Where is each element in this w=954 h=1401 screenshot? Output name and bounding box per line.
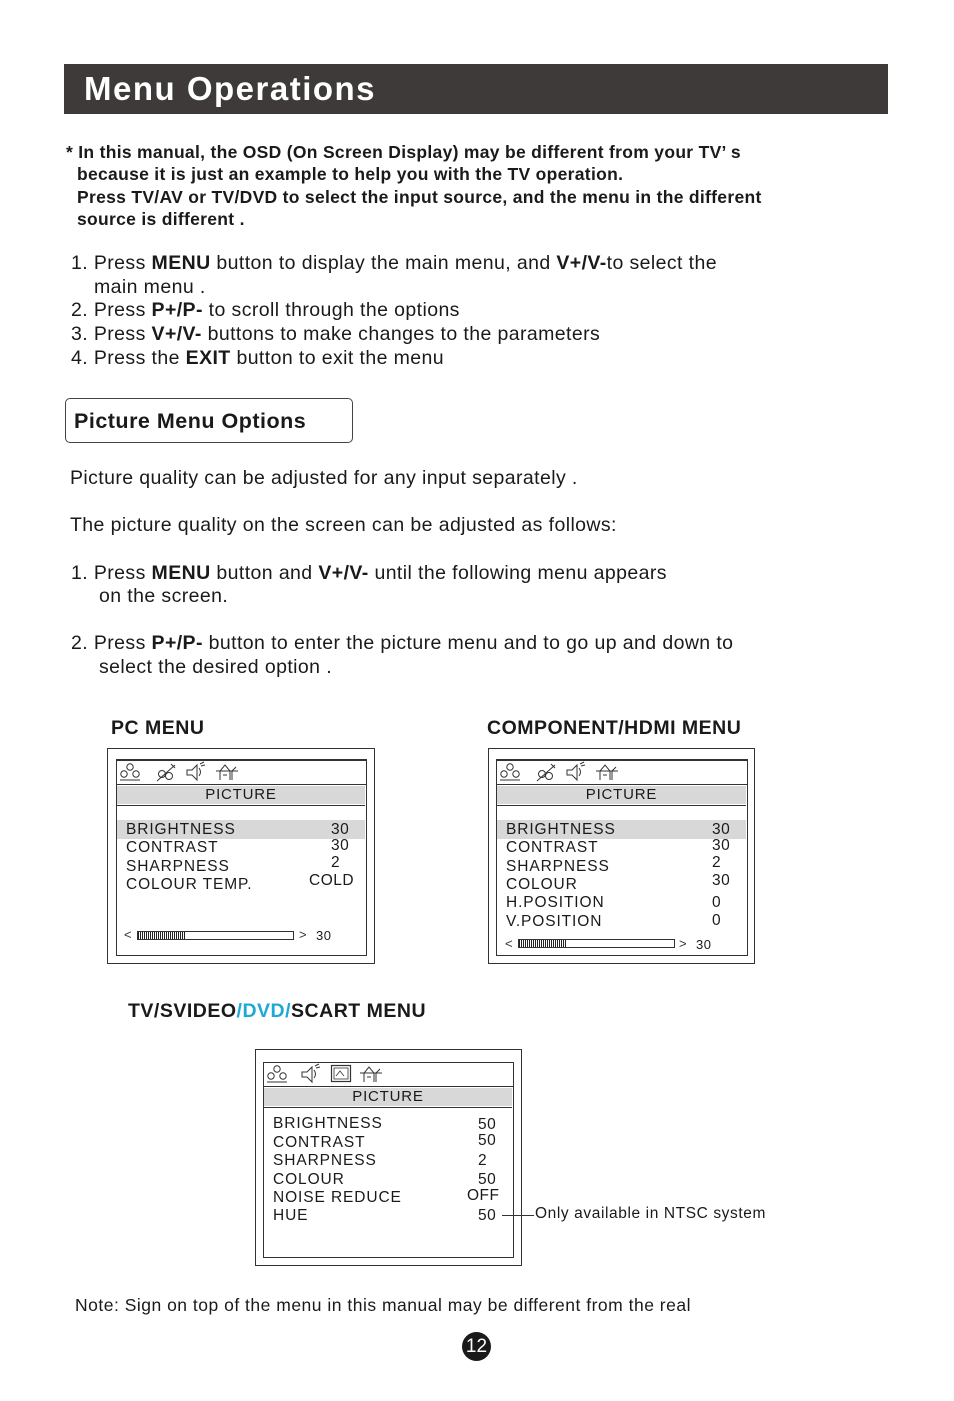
- component-menu-value-h-position: 0: [712, 894, 722, 911]
- tv-menu-item-hue[interactable]: HUE: [273, 1207, 309, 1224]
- tv-menu-heading-part1: TV/SVIDEO: [128, 1000, 237, 1022]
- setup-icon: [214, 762, 240, 782]
- component-menu-value-sharpness: 2: [712, 854, 722, 871]
- body-step-2: [71, 632, 733, 655]
- component-menu-value-brightness: 30: [712, 821, 731, 838]
- step-1: [71, 252, 717, 275]
- audio-icon: [535, 762, 557, 782]
- component-menu-item-brightness[interactable]: BRIGHTNESS: [506, 821, 616, 838]
- key-menu: MENU: [151, 562, 211, 584]
- notice-line-3: Press TV/AV or TV/DVD to select the input source, and the menu in the different: [77, 187, 762, 207]
- section-title: Picture Menu Options: [74, 409, 307, 433]
- slider-left-arrow[interactable]: <: [505, 936, 513, 951]
- picture-icon: [118, 762, 142, 782]
- tv-menu-item-sharpness[interactable]: SHARPNESS: [273, 1152, 377, 1169]
- notice-line-2: because it is just an example to help you with the TV operation.: [77, 164, 624, 184]
- pc-menu-value-sharpness: 2: [331, 854, 341, 871]
- speaker-icon: [564, 761, 586, 782]
- tv-menu-value-brightness: 50: [478, 1116, 497, 1133]
- step-3: [71, 323, 600, 346]
- component-menu-value-colour: 30: [712, 872, 731, 889]
- ntsc-leader-line: [502, 1215, 534, 1216]
- tv-menu-item-colour[interactable]: COLOUR: [273, 1171, 345, 1188]
- body-step-1-mid: button and: [210, 562, 319, 584]
- body-paragraph-2: The picture quality on the screen can be adjusted as follows:: [70, 514, 617, 536]
- tv-menu-value-noise-reduce: OFF: [467, 1187, 500, 1204]
- pc-menu-value-colour-temp: COLD: [309, 872, 355, 889]
- tv-menu-divider: [264, 1107, 512, 1108]
- picture-icon: [498, 762, 522, 782]
- tv-menu-heading-part3: SCART MENU: [291, 1000, 427, 1022]
- step-2-num: 2. Press: [71, 299, 152, 321]
- pc-menu-item-brightness[interactable]: BRIGHTNESS: [126, 821, 236, 838]
- key-program: P+/P-: [151, 632, 203, 654]
- pc-menu-item-sharpness[interactable]: SHARPNESS: [126, 858, 230, 875]
- component-menu-slider-fill: [519, 940, 566, 947]
- step-1-cont: main menu .: [94, 276, 206, 298]
- pc-menu-slider-value: 30: [316, 928, 332, 943]
- setup-icon: [594, 762, 620, 782]
- notice-line-1: * In this manual, the OSD (On Screen Display) may be different from your TV’ s: [66, 142, 741, 162]
- tv-menu-item-noise-reduce[interactable]: NOISE REDUCE: [273, 1189, 402, 1206]
- component-menu-value-v-position: 0: [712, 912, 722, 929]
- tv-screen-icon: [330, 1064, 352, 1084]
- page-title: Menu Operations: [84, 70, 377, 107]
- body-step-1-num: 1. Press: [71, 562, 152, 584]
- body-step-2-end: button to enter the picture menu and to go up and down to: [202, 632, 734, 654]
- slider-right-arrow[interactable]: >: [299, 927, 307, 942]
- picture-icon: [265, 1064, 289, 1084]
- pc-menu-slider-fill: [138, 932, 185, 939]
- body-step-2-num: 2. Press: [71, 632, 152, 654]
- speaker-icon: [299, 1063, 321, 1084]
- step-4-end: button to exit the menu: [230, 347, 445, 369]
- component-menu-item-colour[interactable]: COLOUR: [506, 876, 578, 893]
- slider-right-arrow[interactable]: >: [679, 936, 687, 951]
- component-menu-slider[interactable]: [518, 939, 675, 948]
- ntsc-note: Only available in NTSC system: [535, 1205, 767, 1222]
- step-3-end: buttons to make changes to the parameters: [201, 323, 601, 345]
- pc-menu-value-brightness: 30: [331, 821, 350, 838]
- component-menu-heading: COMPONENT/HDMI MENU: [487, 717, 742, 739]
- pc-menu-picture-bar: PICTURE: [117, 786, 365, 804]
- body-step-1-cont: on the screen.: [99, 585, 229, 607]
- pc-menu-slider[interactable]: [137, 931, 294, 940]
- body-step-1-end: until the following menu appears: [368, 562, 667, 584]
- step-1-end: to select the: [606, 252, 717, 274]
- component-menu-slider-value: 30: [696, 937, 712, 952]
- step-2-end: to scroll through the options: [202, 299, 460, 321]
- step-2: [71, 299, 460, 322]
- component-menu-item-h-position[interactable]: H.POSITION: [506, 894, 605, 911]
- component-menu-divider: [497, 805, 746, 806]
- tv-menu-picture-bar: PICTURE: [264, 1088, 512, 1106]
- component-menu-item-v-position[interactable]: V.POSITION: [506, 913, 603, 930]
- body-step-2-cont: select the desired option .: [99, 656, 333, 678]
- audio-icon: [155, 762, 177, 782]
- page-number: 12: [462, 1332, 491, 1361]
- key-volume: V+/V-: [556, 252, 607, 274]
- speaker-icon: [184, 761, 206, 782]
- notice-line-4: source is different .: [77, 209, 245, 229]
- tv-menu-item-contrast[interactable]: CONTRAST: [273, 1134, 366, 1151]
- key-volume: V+/V-: [318, 562, 369, 584]
- tv-menu-value-contrast: 50: [478, 1132, 497, 1149]
- key-program: P+/P-: [151, 299, 203, 321]
- component-menu-item-sharpness[interactable]: SHARPNESS: [506, 858, 610, 875]
- component-menu-icon-bar: [496, 760, 748, 785]
- body-paragraph-1: Picture quality can be adjusted for any input separately .: [70, 467, 578, 489]
- component-menu-item-contrast[interactable]: CONTRAST: [506, 839, 599, 856]
- pc-menu-item-colour-temp[interactable]: COLOUR TEMP.: [126, 876, 253, 893]
- setup-icon: [358, 1064, 384, 1084]
- slider-left-arrow[interactable]: <: [124, 927, 132, 942]
- step-4-num: 4. Press the: [71, 347, 186, 369]
- pc-menu-item-contrast[interactable]: CONTRAST: [126, 839, 219, 856]
- tv-menu-heading-dvd: /DVD/: [236, 1000, 292, 1022]
- tv-menu-value-colour: 50: [478, 1171, 497, 1188]
- body-step-1: [71, 562, 667, 585]
- pc-menu-divider: [117, 805, 365, 806]
- step-1-mid: button to display the main menu, and: [210, 252, 557, 274]
- tv-menu-item-brightness[interactable]: BRIGHTNESS: [273, 1115, 383, 1132]
- tv-menu-value-sharpness: 2: [478, 1152, 488, 1169]
- footer-note: Note: Sign on top of the menu in this manual may be different from the real: [75, 1295, 691, 1315]
- pc-menu-value-contrast: 30: [331, 837, 350, 854]
- component-menu-value-contrast: 30: [712, 837, 731, 854]
- step-4: [71, 347, 444, 370]
- key-volume: V+/V-: [151, 323, 202, 345]
- tv-menu-heading: [128, 1000, 426, 1023]
- tv-menu-value-hue: 50: [478, 1207, 497, 1224]
- component-menu-picture-bar: PICTURE: [497, 786, 746, 804]
- step-1-num: 1. Press: [71, 252, 152, 274]
- step-3-num: 3. Press: [71, 323, 152, 345]
- key-menu: MENU: [151, 252, 211, 274]
- pc-menu-heading: PC MENU: [111, 717, 205, 739]
- key-exit: EXIT: [185, 347, 231, 369]
- pc-menu-icon-bar: [116, 760, 367, 785]
